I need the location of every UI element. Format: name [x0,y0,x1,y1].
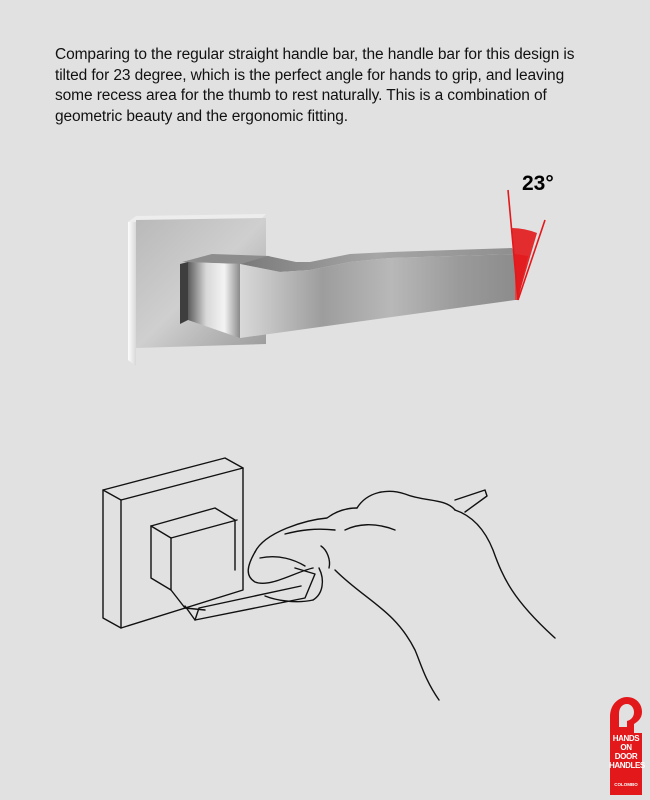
brand-small-text: COLOMBO [614,782,638,787]
sketch-hand [248,491,555,700]
brand-line-3: DOOR [614,752,638,761]
description-text: Comparing to the regular straight handle bar, the handle bar for this design is tilted for 23 degree, which is the perfect angle for hands to grip, and leaving some recess area for the thumb to rest naturally. This is a combination of geometric beauty and the ergonomic fitting. [55,46,575,125]
angle-label: 23° [522,172,554,195]
hand-grip-sketch [95,450,615,710]
rosette-plate-side [128,216,136,366]
sketch-lever-bar [185,490,487,620]
brand-line-1: HANDS [612,734,640,743]
handle-neck-side [180,262,188,324]
brand-line-4: HANDLES [609,761,645,770]
brand-line-2: ON [620,743,632,752]
sketch-handle-neck [151,508,237,610]
door-handle-render [120,170,560,370]
